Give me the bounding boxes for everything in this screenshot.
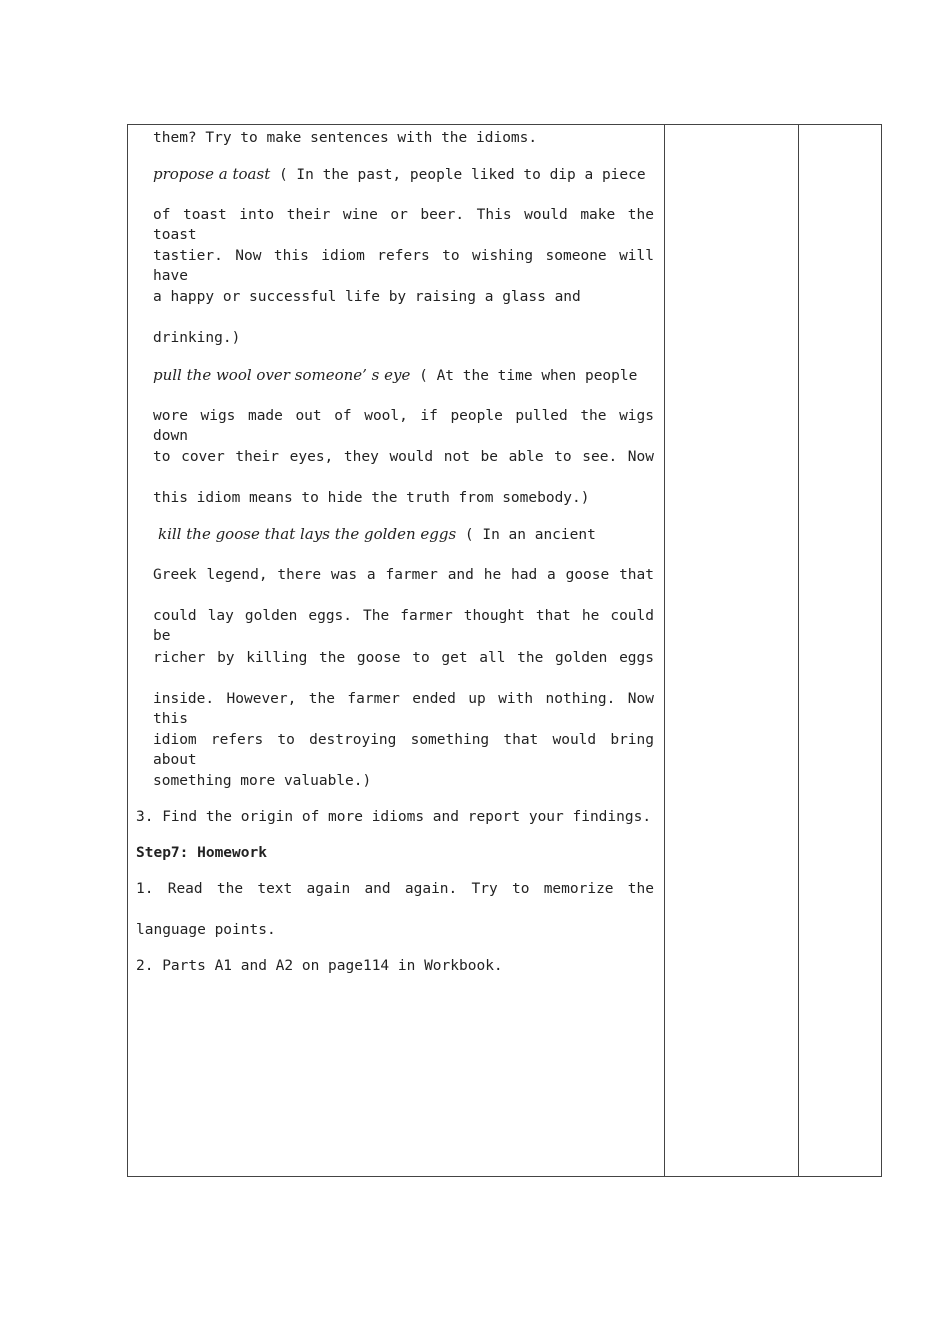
idiom-3-line: idiom refers to destroying something that would bring about [153, 732, 654, 768]
item-3: 3. Find the origin of more idioms and report your findings. [136, 809, 652, 825]
idiom-3-line: something more valuable.) [153, 773, 372, 789]
idiom-3-line: Greek legend, there was a farmer and he had a goose that [153, 567, 654, 583]
idiom-2-term: pull the wool over someone’ s eye [153, 366, 411, 384]
idiom-3-term: kill the goose that lays the golden eggs [158, 525, 457, 543]
idiom-1-line: of toast into their wine or beer. This would make the toast [153, 207, 654, 243]
idiom-3-line: richer by killing the goose to get all the golden eggs [153, 650, 654, 666]
idiom-1-line: a happy or successful life by raising a glass and [153, 289, 581, 305]
idiom-3-line: inside. However, the farmer ended up with nothing. Now this [153, 691, 654, 727]
homework-item-1-line-2: language points. [136, 922, 276, 938]
idiom-2-first-line [153, 365, 637, 386]
homework-item-1-line-1: 1. Read the text again and again. Try to memorize the [136, 881, 654, 897]
idiom-2-line: wore wigs made out of wool, if people pulled the wigs down [153, 408, 654, 444]
idiom-1-first-line [153, 164, 646, 185]
homework-item-2: 2. Parts A1 and A2 on page114 in Workbook. [136, 958, 503, 974]
idiom-1-line: drinking.) [153, 330, 241, 346]
homework-heading: Step7: Homework [136, 845, 267, 861]
idiom-1-line: tastier. Now this idiom refers to wishing someone will have [153, 248, 654, 284]
idiom-1-term: propose a toast [153, 165, 271, 183]
column-divider-2 [798, 125, 799, 1176]
idiom-3-first-rest: ( In an ancient [456, 527, 596, 543]
idiom-1-first-rest: ( In the past, people liked to dip a piece [270, 167, 646, 183]
idiom-2-line: to cover their eyes, they would not be able to see. Now [153, 449, 654, 465]
idiom-3-first-line [158, 524, 596, 545]
idiom-2-first-rest: ( At the time when people [410, 368, 638, 384]
column-divider-1 [664, 125, 665, 1176]
idiom-2-line: this idiom means to hide the truth from somebody.) [153, 490, 590, 506]
intro-text: them? Try to make sentences with the idioms. [153, 130, 538, 146]
idiom-3-line: could lay golden eggs. The farmer thought that he could be [153, 608, 654, 644]
